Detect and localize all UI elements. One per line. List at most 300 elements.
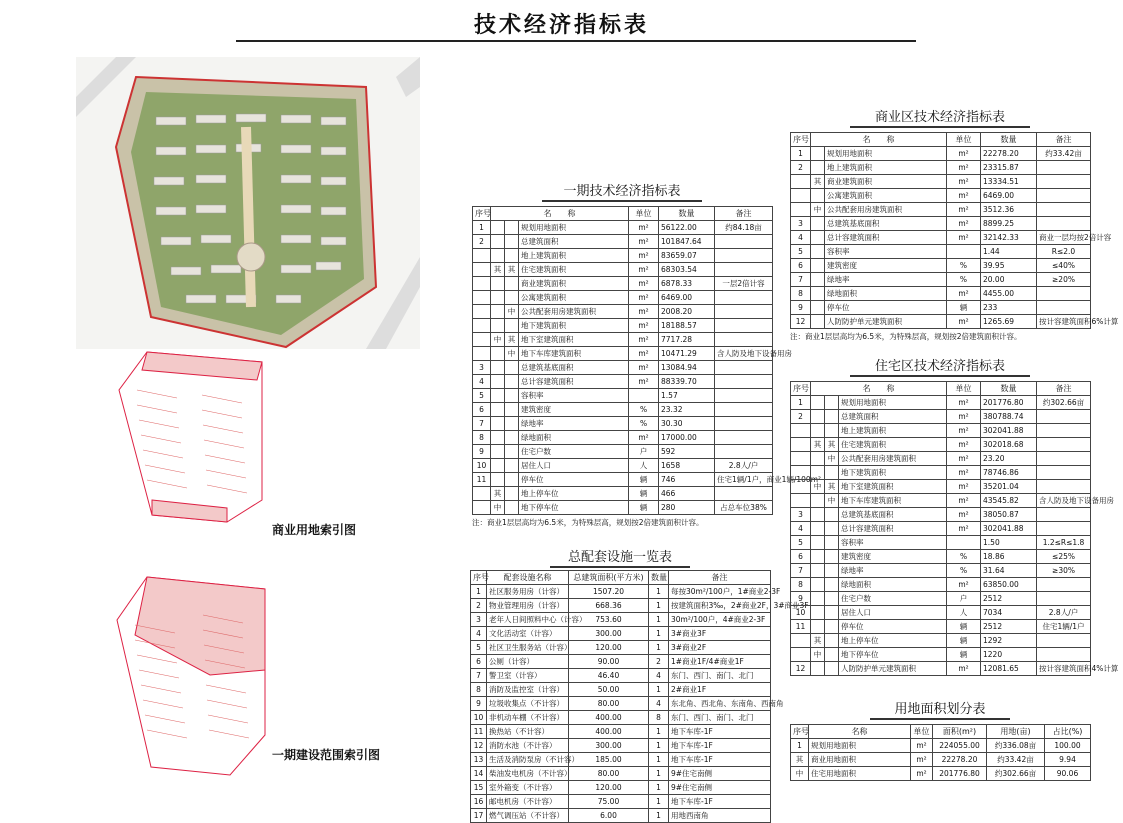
table-row [471, 767, 771, 781]
table-cell: 4 [791, 231, 811, 245]
table-cell [1037, 592, 1091, 606]
table-row [791, 410, 1091, 424]
table-row [473, 263, 773, 277]
table-cell: 63850.00 [981, 578, 1037, 592]
table-cell: 人 [629, 459, 659, 473]
table-cell: 8 [649, 711, 669, 725]
header-cell: 备注 [715, 207, 773, 221]
table-cell [505, 375, 519, 389]
table-row [471, 711, 771, 725]
table-cell: m² [947, 161, 981, 175]
table-cell: 9.94 [1045, 753, 1091, 767]
table-cell: 14 [471, 767, 487, 781]
table-cell: 按建筑面积3‰，2#商业2F，3#商业3F [669, 599, 771, 613]
table-cell [1037, 189, 1091, 203]
table-cell: m² [947, 494, 981, 508]
table-cell: 公寓建筑面积 [825, 189, 947, 203]
table-row [471, 683, 771, 697]
table-header-row [791, 382, 1091, 396]
table-cell: 13084.94 [659, 361, 715, 375]
table-cell: m² [947, 438, 981, 452]
table-cell [505, 445, 519, 459]
table-cell [811, 466, 825, 480]
table-cell: 13 [471, 753, 487, 767]
table-cell: 2#商业1F [669, 683, 771, 697]
header-cell: 面积(m²) [933, 725, 987, 739]
table-cell [473, 263, 491, 277]
table-cell: 22278.20 [981, 147, 1037, 161]
table-cell: 地下车库-1F [669, 753, 771, 767]
table-row [471, 655, 771, 669]
table-cell [491, 347, 505, 361]
table-row [791, 767, 1091, 781]
table-row [791, 424, 1091, 438]
commercial-table-title: 商业区技术经济指标表 [850, 106, 1030, 128]
table-cell: 15 [471, 781, 487, 795]
table-cell [1037, 287, 1091, 301]
commercial-index-map [117, 350, 267, 525]
table-row [791, 480, 1091, 494]
table-cell: 6 [471, 655, 487, 669]
table-cell: 88339.70 [659, 375, 715, 389]
table-cell [811, 189, 825, 203]
table-cell [1037, 466, 1091, 480]
table-row [473, 501, 773, 515]
table-cell: 其 [491, 263, 505, 277]
table-cell [715, 375, 773, 389]
table-cell: 6 [791, 259, 811, 273]
table-cell [491, 473, 505, 487]
table-row [791, 466, 1091, 480]
table-cell [505, 221, 519, 235]
table-cell: 100.00 [1045, 739, 1091, 753]
table-cell: m² [947, 410, 981, 424]
table-cell [505, 249, 519, 263]
table-cell [473, 277, 491, 291]
table-cell: 7034 [981, 606, 1037, 620]
table-cell: m² [947, 578, 981, 592]
table-cell [811, 424, 825, 438]
table-cell: 3512.36 [981, 203, 1037, 217]
table-cell [791, 203, 811, 217]
table-row [473, 417, 773, 431]
facilities-table [470, 570, 809, 823]
table-cell: 总建筑基底面积 [839, 508, 947, 522]
table-cell: 50.00 [569, 683, 649, 697]
table-cell [791, 189, 811, 203]
table-cell: 公寓建筑面积 [519, 291, 629, 305]
table-cell [825, 662, 839, 676]
table-cell: 一层2倍计容 [715, 277, 773, 291]
table-cell: 400.00 [569, 711, 649, 725]
table-cell [505, 431, 519, 445]
table-cell: 1 [649, 767, 669, 781]
table-cell: m² [947, 175, 981, 189]
table-cell [715, 305, 773, 319]
table-cell [715, 319, 773, 333]
table-cell: 人 [947, 606, 981, 620]
table-cell: 23.32 [659, 403, 715, 417]
table-cell: 11 [471, 725, 487, 739]
table-cell: % [629, 417, 659, 431]
table-header-row [473, 207, 773, 221]
phase1-table-title: 一期技术经济指标表 [542, 180, 702, 202]
table-row [791, 438, 1091, 452]
table-cell: m² [629, 277, 659, 291]
table-cell: 公共配套用房建筑面积 [519, 305, 629, 319]
table-row [473, 347, 773, 361]
table-cell [473, 487, 491, 501]
table-cell: 10471.29 [659, 347, 715, 361]
table-cell: 1507.20 [569, 585, 649, 599]
table-cell: 约33.42亩 [987, 753, 1045, 767]
table-cell: 280 [659, 501, 715, 515]
table-cell: 3 [791, 508, 811, 522]
table-cell: 78746.86 [981, 466, 1037, 480]
table-cell: 7 [473, 417, 491, 431]
table-cell [811, 259, 825, 273]
table-cell: 1658 [659, 459, 715, 473]
table-cell: 12081.65 [981, 662, 1037, 676]
phase1-index-label: 一期建设范围索引图 [272, 748, 381, 762]
table-cell: 商业一层均按2倍计容 [1037, 231, 1091, 245]
table-cell [505, 291, 519, 305]
table-cell: 住宅户数 [519, 445, 629, 459]
table-cell [811, 452, 825, 466]
table-cell: 20.00 [981, 273, 1037, 287]
table-cell: 185.00 [569, 753, 649, 767]
table-cell: 3 [471, 613, 487, 627]
table-cell [715, 417, 773, 431]
table-cell: 302018.68 [981, 438, 1037, 452]
table-cell: 地下车库建筑面积 [519, 347, 629, 361]
table-cell: 80.00 [569, 767, 649, 781]
table-cell: % [629, 403, 659, 417]
table-cell: 1 [649, 627, 669, 641]
table-cell: 1 [649, 809, 669, 823]
table-cell: 规划用地面积 [839, 396, 947, 410]
table-row [471, 725, 771, 739]
table-cell: 9 [791, 301, 811, 315]
table-cell: 8 [791, 578, 811, 592]
table-cell: 7 [471, 669, 487, 683]
table-cell: 其 [791, 753, 809, 767]
table-cell [825, 508, 839, 522]
table-cell [811, 231, 825, 245]
table-cell: 9#住宅南侧 [669, 781, 771, 795]
table-row [473, 361, 773, 375]
table-cell: 46.40 [569, 669, 649, 683]
table-row [791, 161, 1091, 175]
table-cell: 1292 [981, 634, 1037, 648]
table-cell: 3 [791, 217, 811, 231]
table-cell: 8 [791, 287, 811, 301]
table-cell [811, 301, 825, 315]
table-cell: 中 [811, 648, 825, 662]
table-cell: 规划用地面积 [809, 739, 911, 753]
table-row [471, 599, 771, 613]
table-cell: 2 [471, 599, 487, 613]
table-cell: 建筑密度 [519, 403, 629, 417]
table-row [791, 592, 1091, 606]
table-cell [491, 459, 505, 473]
table-cell: m² [629, 221, 659, 235]
table-cell: 中 [491, 501, 505, 515]
table-cell [505, 417, 519, 431]
table-cell: 5 [791, 536, 811, 550]
phase1-footnote: 注：商业1层层高均为6.5米，为特殊层高，规划按2倍建筑面积计容。 [472, 518, 704, 527]
table-cell: 2008.20 [659, 305, 715, 319]
table-cell: 13334.51 [981, 175, 1037, 189]
table-row [473, 333, 773, 347]
table-cell [1037, 634, 1091, 648]
table-row [791, 536, 1091, 550]
table-cell [491, 431, 505, 445]
table-cell: 1 [649, 585, 669, 599]
table-header-row [471, 571, 771, 585]
table-cell: 容积率 [519, 389, 629, 403]
landuse-table [790, 724, 1091, 781]
table-cell: 停车位 [839, 620, 947, 634]
table-row [791, 189, 1091, 203]
table-cell: m² [947, 452, 981, 466]
table-cell: 消防水池（不计容） [487, 739, 569, 753]
table-cell: 人防防护单元建筑面积 [825, 315, 947, 329]
table-cell: 9 [473, 445, 491, 459]
table-cell [791, 634, 811, 648]
table-cell: 地下车库建筑面积 [839, 494, 947, 508]
table-cell [1037, 522, 1091, 536]
table-cell: m² [947, 203, 981, 217]
table-cell: 300.00 [569, 627, 649, 641]
table-row [791, 259, 1091, 273]
table-cell [811, 592, 825, 606]
table-cell [825, 550, 839, 564]
table-row [471, 739, 771, 753]
title-rule [236, 40, 916, 42]
table-cell [473, 347, 491, 361]
table-cell: 16 [471, 795, 487, 809]
table-cell: 容积率 [839, 536, 947, 550]
table-row [471, 669, 771, 683]
table-cell: 1 [473, 221, 491, 235]
table-cell [715, 403, 773, 417]
table-cell [473, 305, 491, 319]
table-cell: 9 [791, 592, 811, 606]
header-cell: 序号 [791, 133, 811, 147]
table-cell: 邮电机房（不计容） [487, 795, 569, 809]
table-row [791, 662, 1091, 676]
table-cell: 地上建筑面积 [825, 161, 947, 175]
table-cell: 停车位 [519, 473, 629, 487]
table-cell [791, 438, 811, 452]
table-row [791, 739, 1091, 753]
table-cell: 按计容建筑面积4%计算 [1037, 662, 1091, 676]
table-row [471, 697, 771, 711]
table-cell [825, 410, 839, 424]
table-cell [473, 501, 491, 515]
table-cell: 其 [825, 438, 839, 452]
table-row [791, 564, 1091, 578]
header-cell: 数量 [649, 571, 669, 585]
table-cell: 400.00 [569, 725, 649, 739]
table-cell [825, 522, 839, 536]
table-cell [505, 277, 519, 291]
table-cell: 警卫室（计容） [487, 669, 569, 683]
table-cell: 绿地面积 [825, 287, 947, 301]
table-row [471, 613, 771, 627]
table-cell: 224055.00 [933, 739, 987, 753]
table-cell: m² [947, 508, 981, 522]
table-row [473, 305, 773, 319]
table-cell [825, 564, 839, 578]
table-cell [825, 536, 839, 550]
table-cell: 地下车库-1F [669, 725, 771, 739]
table-cell: 5 [791, 245, 811, 259]
table-cell: 老年人日间照料中心（计容） [487, 613, 569, 627]
header-cell: 序号 [473, 207, 491, 221]
table-cell: m² [947, 396, 981, 410]
table-cell: 90.00 [569, 655, 649, 669]
table-cell [491, 361, 505, 375]
table-cell: 4455.00 [981, 287, 1037, 301]
table-cell: 其 [505, 263, 519, 277]
table-cell: 住宅用地面积 [809, 767, 911, 781]
table-cell [715, 235, 773, 249]
table-cell: m² [947, 424, 981, 438]
table-cell [811, 536, 825, 550]
table-cell: 辆 [947, 301, 981, 315]
table-cell: m² [947, 466, 981, 480]
table-cell [715, 263, 773, 277]
table-cell: 停车位 [825, 301, 947, 315]
table-cell: 9#住宅南侧 [669, 767, 771, 781]
table-cell: 地上停车位 [839, 634, 947, 648]
commercial-index-label: 商业用地索引图 [272, 523, 357, 537]
table-cell: 总计容建筑面积 [519, 375, 629, 389]
table-cell: 换热站（不计容） [487, 725, 569, 739]
table-cell: 社区服务用房（计容） [487, 585, 569, 599]
table-cell: 商业建筑面积 [825, 175, 947, 189]
table-cell: 30m²/100户，4#商业2-3F [669, 613, 771, 627]
table-cell [491, 403, 505, 417]
table-cell: m² [629, 235, 659, 249]
table-cell: 1220 [981, 648, 1037, 662]
table-cell: 10 [471, 711, 487, 725]
table-cell: m² [947, 315, 981, 329]
table-cell: 地下建筑面积 [839, 466, 947, 480]
table-cell: 燃气调压站（不计容） [487, 809, 569, 823]
table-row [791, 578, 1091, 592]
table-cell: 2512 [981, 592, 1037, 606]
table-cell [505, 473, 519, 487]
table-cell [791, 480, 811, 494]
table-row [791, 245, 1091, 259]
table-cell: 30.30 [659, 417, 715, 431]
table-cell: 2 [649, 655, 669, 669]
table-cell: m² [629, 319, 659, 333]
table-cell: 中 [491, 333, 505, 347]
table-cell [791, 175, 811, 189]
table-cell [491, 277, 505, 291]
residential-table [790, 381, 1119, 676]
table-row [791, 301, 1091, 315]
table-cell: 规划用地面积 [825, 147, 947, 161]
table-cell [491, 417, 505, 431]
table-cell [491, 221, 505, 235]
table-cell: 668.36 [569, 599, 649, 613]
table-cell: 8 [473, 431, 491, 445]
table-cell [811, 606, 825, 620]
table-row [791, 648, 1091, 662]
table-cell [491, 235, 505, 249]
header-cell: 备注 [669, 571, 771, 585]
table-cell: 中 [811, 203, 825, 217]
table-cell: 39.95 [981, 259, 1037, 273]
table-cell: 1 [649, 795, 669, 809]
table-cell: 地下停车位 [839, 648, 947, 662]
table-cell: 住宅建筑面积 [839, 438, 947, 452]
table-cell: 总建筑面积 [839, 410, 947, 424]
table-cell [505, 319, 519, 333]
table-cell [505, 501, 519, 515]
table-cell: 83659.07 [659, 249, 715, 263]
table-cell: % [947, 259, 981, 273]
table-cell [505, 235, 519, 249]
table-cell: 地下室建筑面积 [839, 480, 947, 494]
table-cell [947, 536, 981, 550]
table-cell [811, 147, 825, 161]
table-cell: 地上建筑面积 [519, 249, 629, 263]
table-cell: m² [911, 767, 933, 781]
table-cell [505, 459, 519, 473]
table-row [791, 620, 1091, 634]
table-cell [1037, 161, 1091, 175]
header-cell: 名称 [809, 725, 911, 739]
master-plan-svg [76, 57, 420, 349]
facilities-table-title: 总配套设施一览表 [550, 546, 690, 568]
table-cell: m² [629, 361, 659, 375]
table-cell: 6469.00 [981, 189, 1037, 203]
table-cell: m² [629, 263, 659, 277]
table-cell [491, 445, 505, 459]
table-cell: 地下车库-1F [669, 739, 771, 753]
table-row [791, 606, 1091, 620]
table-cell [1037, 508, 1091, 522]
table-cell: 2 [473, 235, 491, 249]
table-cell: 公共配套用房建筑面积 [839, 452, 947, 466]
table-cell: 住宅建筑面积 [519, 263, 629, 277]
table-cell: 35201.04 [981, 480, 1037, 494]
table-cell [715, 333, 773, 347]
table-cell [825, 620, 839, 634]
table-cell [505, 389, 519, 403]
table-cell: 2.8人/户 [715, 459, 773, 473]
table-cell: 201776.80 [981, 396, 1037, 410]
commercial-index-svg [117, 350, 267, 525]
table-cell [811, 550, 825, 564]
table-cell: 用地西南角 [669, 809, 771, 823]
table-cell: % [947, 550, 981, 564]
table-cell: 68303.54 [659, 263, 715, 277]
table-cell: 3#商业2F [669, 641, 771, 655]
table-cell: 1 [471, 585, 487, 599]
table-cell: 住宅1辆/1户，商业1辆/100m² [715, 473, 773, 487]
table-cell: 约33.42亩 [1037, 147, 1091, 161]
table-row [791, 452, 1091, 466]
table-cell: 其 [505, 333, 519, 347]
table-cell [791, 466, 811, 480]
